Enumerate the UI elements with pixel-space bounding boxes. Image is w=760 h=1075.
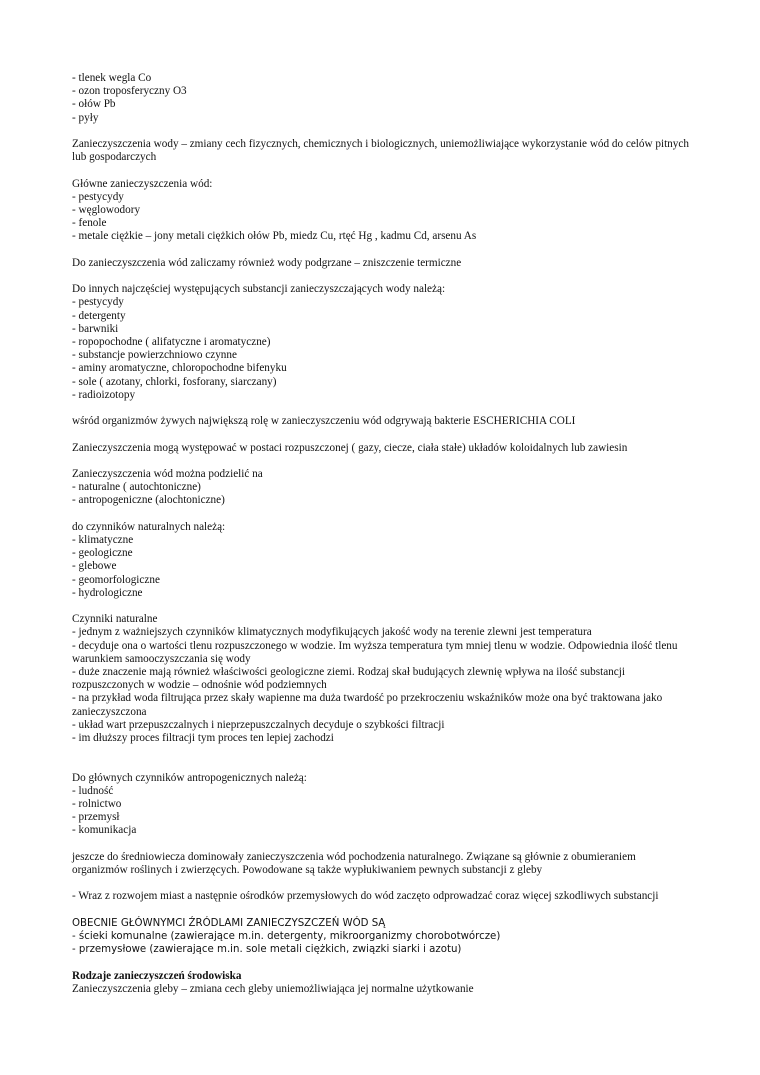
anthropogenic-section bbox=[72, 772, 692, 838]
list-item: - pyły bbox=[72, 111, 99, 124]
list-item: - pestycydy bbox=[72, 296, 124, 309]
section-heading: Do innych najczęściej występujących substancji zanieczyszczających wody należą: bbox=[72, 283, 446, 296]
middle-ages-paragraph: jeszcze do średniowiecza dominowały zanieczyszczenia wód pochodzenia naturalnego. Związane są głównie z obumieraniem organizmów roślinych i zwierzęcych. Powodowane są także wypłukiwaniem pewnych substancji z gleby bbox=[72, 850, 636, 877]
section-heading: Do głównych czynników antropogenicznych należą: bbox=[72, 771, 307, 784]
list-item: - ołów Pb bbox=[72, 98, 116, 111]
water-definition: Zanieczyszczenia wody – zmiany cech fizycznych, chemicznych i biologicznych, uniemożliwiające wykorzystanie wód do celów pitnych lub gospodarczych bbox=[72, 138, 689, 164]
list-item: - fenole bbox=[72, 217, 107, 230]
list-item: - tlenek wegla Co bbox=[72, 72, 152, 84]
list-item: - ludność bbox=[72, 784, 114, 797]
list-item: - glebowe bbox=[72, 560, 117, 573]
list-item: - pestycydy bbox=[72, 190, 124, 203]
list-item: - detergenty bbox=[72, 309, 126, 322]
division-section bbox=[72, 468, 692, 508]
main-pollutants-section bbox=[72, 178, 692, 244]
cities-paragraph: - Wraz z rozwojem miast a następnie ośrodków przemysłowych do wód zaczęto odprowadzać coraz więcej szkodliwych substancji bbox=[72, 890, 659, 903]
list-item: - barwniki bbox=[72, 322, 119, 335]
intro-list bbox=[72, 72, 692, 125]
current-sources-section bbox=[72, 917, 692, 957]
other-substances-section bbox=[72, 283, 692, 402]
list-item: - układ wart przepuszczalnych i nieprzepuszczalnych decyduje o szybkości filtracji bbox=[72, 718, 445, 731]
list-item: - metale ciężkie – jony metali ciężkich ołów Pb, miedz Cu, rtęć Hg , kadmu Cd, arsenu As bbox=[72, 230, 477, 243]
section-heading: Rodzaje zanieczyszczeń środowiska bbox=[72, 969, 242, 982]
list-item: - przemysł bbox=[72, 811, 120, 824]
list-item: - sole ( azotany, chlorki, fosforany, siarczany) bbox=[72, 375, 277, 388]
list-item: - naturalne ( autochtoniczne) bbox=[72, 481, 201, 494]
list-item: - substancje powierzchniowo czynne bbox=[72, 349, 237, 362]
list-item: - im dłuższy proces filtracji tym proces ten lepiej zachodzi bbox=[72, 732, 334, 745]
document-page bbox=[72, 72, 692, 996]
forms-paragraph: Zanieczyszczenia mogą występować w postaci rozpuszczonej ( gazy, ciecze, ciała stałe) układów koloidalnych lub zawiesin bbox=[72, 441, 628, 454]
list-item: - rolnictwo bbox=[72, 798, 122, 811]
list-item: - ozon troposferyczny O3 bbox=[72, 85, 187, 98]
list-item: - duże znaczenie mają również właściwości geologiczne ziemi. Rodzaj skał budujących zlewnię wpływa na ilość substancji rozpuszczonych w wodzie – odnośnie wód podziemnych bbox=[72, 666, 625, 692]
list-item: - jednym z ważniejszych czynników klimatycznych modyfikujących jakość wody na terenie zlewni jest temperatura bbox=[72, 626, 592, 639]
natural-factors-section bbox=[72, 521, 692, 600]
list-item: - przemysłowe (zawierające m.in. sole metali ciężkich, związki siarki i azotu) bbox=[72, 944, 462, 956]
list-item: - radioizotopy bbox=[72, 388, 136, 401]
list-item: - aminy aromatyczne, chloropochodne bifenyku bbox=[72, 362, 287, 375]
list-item: - geologiczne bbox=[72, 547, 133, 560]
list-item: - ropopochodne ( alifatyczne i aromatyczne) bbox=[72, 336, 271, 348]
thermal-paragraph: Do zanieczyszczenia wód zaliczamy również wody podgrzane – zniszczenie termiczne bbox=[72, 256, 462, 269]
section-heading: OBECNIE GŁÓWNYMCI ŹRÓDLAMI ZANIECZYSZCZEŃ WÓD SĄ bbox=[72, 917, 386, 929]
list-item: - ścieki komunalne (zawierające m.in. detergenty, mikroorganizmy chorobotwórcze) bbox=[72, 931, 501, 942]
soil-definition: Zanieczyszczenia gleby – zmiana cech gleby uniemożliwiająca jej normalne użytkowanie bbox=[72, 982, 474, 995]
list-item: - węglowodory bbox=[72, 204, 141, 216]
section-heading: Zanieczyszczenia wód można podzielić na bbox=[72, 467, 263, 480]
list-item: - decyduje ona o wartości tlenu rozpuszczonego w wodzie. Im wyższa temperatura tym mniej tlenu w wodzie. Odpowiednia ilość tlenu warunkiem samooczyszczania się wody bbox=[72, 639, 678, 665]
natural-details-section bbox=[72, 613, 692, 745]
list-item: - komunikacja bbox=[72, 824, 137, 837]
section-heading: Czynniki naturalne bbox=[72, 613, 158, 626]
section-heading: Główne zanieczyszczenia wód: bbox=[72, 177, 213, 190]
list-item: - antropogeniczne (alochtoniczne) bbox=[72, 494, 225, 507]
section-heading: do czynników naturalnych należą: bbox=[72, 520, 226, 533]
list-item: - na przykład woda filtrująca przez skały wapienne ma duża twardość po przekroczeniu wskaźników może ona być traktowana jako zanieczyszczona bbox=[72, 692, 663, 718]
list-item: - geomorfologiczne bbox=[72, 573, 160, 586]
bacteria-paragraph: wśród organizmów żywych największą rolę w zanieczyszczeniu wód odgrywają bakterie ESCHERICHIA COLI bbox=[72, 415, 576, 428]
list-item: - hydrologiczne bbox=[72, 586, 143, 599]
env-types-section bbox=[72, 970, 692, 996]
list-item: - klimatyczne bbox=[72, 533, 134, 546]
